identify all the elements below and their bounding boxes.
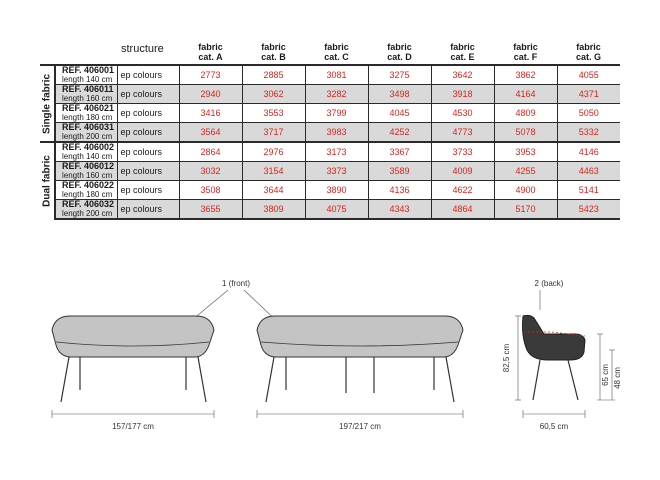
price-cell: 3862 [494, 65, 557, 85]
price-cell: 5423 [557, 200, 620, 220]
price-cell: 4530 [431, 104, 494, 123]
price-cell: 4773 [431, 123, 494, 143]
price-cell: 3508 [179, 181, 242, 200]
price-cell: 3154 [242, 162, 305, 181]
price-cell: 2976 [242, 142, 305, 162]
ref-code: REF. 406021 [62, 103, 115, 113]
price-cell: 3564 [179, 123, 242, 143]
col-header-c: fabric cat. C [324, 42, 349, 62]
price-cell: 4343 [368, 200, 431, 220]
price-cell: 2885 [242, 65, 305, 85]
price-cell: 4255 [494, 162, 557, 181]
price-cell: 5332 [557, 123, 620, 143]
price-cell: 5050 [557, 104, 620, 123]
ref-code: REF. 406002 [62, 142, 115, 152]
price-cell: 3553 [242, 104, 305, 123]
group-label-text: Single fabric [41, 73, 53, 134]
structure-cell: ep colours [117, 65, 179, 85]
front-label: 1 (front) [221, 279, 251, 288]
price-cell: 5141 [557, 181, 620, 200]
bench-side-view [523, 315, 586, 400]
price-cell: 3282 [305, 85, 368, 104]
price-cell: 3799 [305, 104, 368, 123]
dim-short [52, 410, 214, 418]
bench-long-front [257, 316, 463, 402]
price-cell: 3498 [368, 85, 431, 104]
dim-seat-label: 48 cm [613, 367, 622, 389]
price-cell: 3032 [179, 162, 242, 181]
ref-length: length 200 cm [62, 132, 113, 141]
dim-short-label: 157/177 cm [112, 422, 154, 431]
dim-long [257, 410, 463, 418]
price-cell: 4809 [494, 104, 557, 123]
price-cell: 3644 [242, 181, 305, 200]
col-header-g: fabric cat. G [575, 42, 601, 62]
price-cell: 5078 [494, 123, 557, 143]
col-header-f: fabric cat. F [513, 42, 538, 62]
col-header-a: fabric cat. A [198, 42, 223, 62]
ref-code: REF. 406001 [62, 65, 115, 75]
structure-cell: ep colours [117, 85, 179, 104]
price-cell: 4045 [368, 104, 431, 123]
structure-header: structure [121, 43, 164, 55]
price-cell: 4864 [431, 200, 494, 220]
ref-length: length 160 cm [62, 171, 113, 180]
structure-cell: ep colours [117, 181, 179, 200]
ref-code: REF. 406012 [62, 161, 115, 171]
price-cell: 3953 [494, 142, 557, 162]
structure-cell: ep colours [117, 200, 179, 220]
price-cell: 3173 [305, 142, 368, 162]
price-cell: 4900 [494, 181, 557, 200]
ref-length: length 180 cm [62, 113, 113, 122]
bench-short-front [52, 316, 214, 402]
dim-height-label: 82,5 cm [502, 343, 511, 373]
ref-code: REF. 406032 [62, 199, 115, 209]
price-cell: 4622 [431, 181, 494, 200]
price-cell: 3655 [179, 200, 242, 220]
col-header-e: fabric cat. E [450, 42, 475, 62]
ref-length: length 160 cm [62, 94, 113, 103]
price-cell: 3890 [305, 181, 368, 200]
structure-cell: ep colours [117, 123, 179, 143]
price-cell: 3367 [368, 142, 431, 162]
price-cell: 2773 [179, 65, 242, 85]
price-cell: 2940 [179, 85, 242, 104]
price-cell: 3081 [305, 65, 368, 85]
dim-long-label: 197/217 cm [339, 422, 381, 431]
price-cell: 3717 [242, 123, 305, 143]
price-cell: 3642 [431, 65, 494, 85]
price-cell: 4146 [557, 142, 620, 162]
ref-length: length 140 cm [62, 75, 113, 84]
price-cell: 3733 [431, 142, 494, 162]
price-cell: 3416 [179, 104, 242, 123]
structure-cell: ep colours [117, 162, 179, 181]
structure-cell: ep colours [117, 104, 179, 123]
price-cell: 4371 [557, 85, 620, 104]
price-cell: 4164 [494, 85, 557, 104]
price-cell: 3809 [242, 200, 305, 220]
dim-arm-label: 65 cm [601, 364, 610, 386]
price-cell: 4252 [368, 123, 431, 143]
price-cell: 4055 [557, 65, 620, 85]
back-label: 2 (back) [534, 279, 564, 288]
col-header-d: fabric cat. D [387, 42, 412, 62]
ref-code: REF. 406022 [62, 180, 115, 190]
price-cell: 4009 [431, 162, 494, 181]
price-cell: 3373 [305, 162, 368, 181]
ref-length: length 140 cm [62, 152, 113, 161]
price-cell: 3589 [368, 162, 431, 181]
price-cell: 2864 [179, 142, 242, 162]
price-cell: 3275 [368, 65, 431, 85]
ref-code: REF. 406011 [62, 84, 114, 94]
ref-length: length 200 cm [62, 209, 113, 218]
price-cell: 5170 [494, 200, 557, 220]
price-cell: 3062 [242, 85, 305, 104]
structure-cell: ep colours [117, 142, 179, 162]
dim-depth-label: 60,5 cm [539, 422, 569, 431]
price-cell: 4075 [305, 200, 368, 220]
ref-code: REF. 406031 [62, 122, 115, 132]
price-cell: 4136 [368, 181, 431, 200]
group-label-text: Dual fabric [41, 155, 53, 207]
ref-length: length 180 cm [62, 190, 113, 199]
col-header-b: fabric cat. B [261, 42, 286, 62]
price-cell: 4463 [557, 162, 620, 181]
price-cell: 3918 [431, 85, 494, 104]
price-cell: 3983 [305, 123, 368, 143]
